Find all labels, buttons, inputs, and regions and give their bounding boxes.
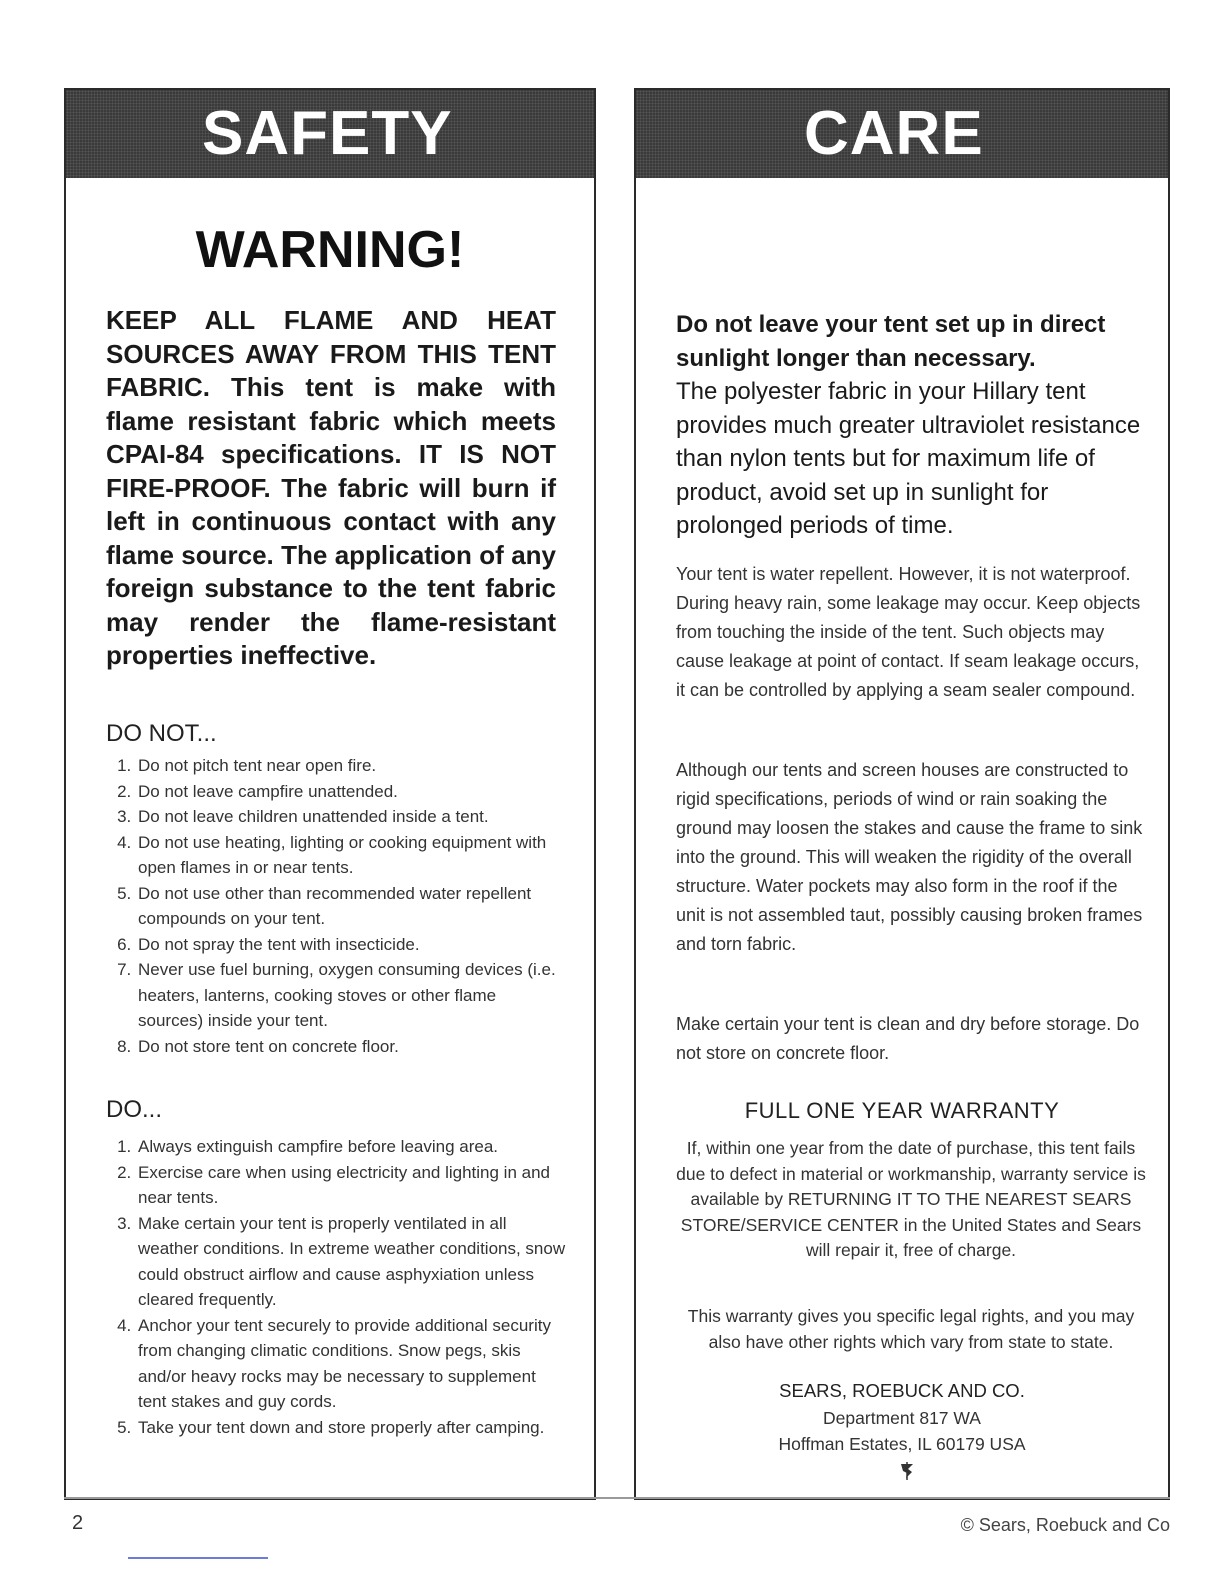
warning-title: WARNING!	[195, 221, 465, 279]
care-header-bar	[636, 90, 1168, 178]
safety-header-bar	[66, 90, 594, 178]
list-item: 3. Do not leave children unattended inside a tent.	[136, 804, 566, 830]
do-heading: DO...	[106, 1096, 163, 1123]
do-list	[106, 1134, 566, 1440]
care-paragraph-storage: Make certain your tent is clean and dry before storage. Do not store on concrete floor.	[676, 1014, 1140, 1063]
do-not-list	[106, 753, 566, 1059]
list-item: 2. Do not leave campfire unattended.	[136, 779, 566, 805]
list-item: 5. Do not use other than recommended water repellent compounds on your tent.	[136, 881, 566, 932]
company-name: SEARS, ROEBUCK AND CO.	[779, 1380, 1025, 1401]
do-not-heading: DO NOT...	[106, 720, 217, 747]
warning-text: KEEP ALL FLAME AND HEAT SOURCES AWAY FROM THIS TENT FABRIC. This tent is make with flame resistant fabric which meets CPAI-84 specifications. IT IS NOT FIRE-PROOF. The fabric will burn if left in continuous contact with any flame source. The application of any foreign substance to the tent fabric may render the flame-resistant properties ineffective.	[106, 305, 556, 670]
warranty-rights-text: This warranty gives you specific legal rights, and you may also have other rights which vary from state to state.	[687, 1306, 1135, 1352]
copyright: © Sears, Roebuck and Co	[960, 1515, 1170, 1535]
warranty-text: If, within one year from the date of purchase, this tent fails due to defect in material or workmanship, warranty service is available by RETURNING IT TO THE NEAREST SEARS STORE/SERVICE CENTER in the United States and Sears will repair it, free of charge.	[676, 1138, 1146, 1260]
address-line-1: Department 817 WA	[823, 1408, 981, 1428]
safety-header: SAFETY	[202, 99, 453, 168]
list-item: 4. Anchor your tent securely to provide additional security from changing climatic conditions. Snow pegs, skis and/or heavy rocks may be necessary to supplement tent stakes and guy cords.	[136, 1313, 566, 1415]
safety-panel	[64, 88, 596, 1500]
list-item: 7. Never use fuel burning, oxygen consuming devices (i.e. heaters, lanterns, cooking stoves or other flame sources) inside your tent.	[136, 957, 566, 1034]
care-header: CARE	[804, 99, 984, 168]
list-item: 5. Take your tent down and store properly after camping.	[136, 1415, 566, 1441]
list-item: 6. Do not spray the tent with insecticide.	[136, 932, 566, 958]
list-item: 8. Do not store tent on concrete floor.	[136, 1034, 566, 1060]
page-number: 2	[72, 1512, 84, 1534]
warranty-title: FULL ONE YEAR WARRANTY	[744, 1098, 1060, 1123]
list-item: 4. Do not use heating, lighting or cooking equipment with open flames in or near tents.	[136, 830, 566, 881]
care-lead-text: The polyester fabric in your Hillary tent provides much greater ultraviolet resistance than nylon tents but for maximum life of product, avoid set up in sunlight for prolonged periods of time.	[676, 378, 1141, 539]
list-item: 1. Always extinguish campfire before leaving area.	[136, 1134, 566, 1160]
care-lead	[676, 308, 1146, 543]
list-item: 3. Make certain your tent is properly ventilated in all weather conditions. In extreme weather conditions, snow could obstruct airflow and cause asphyxiation unless cleared frequently.	[136, 1211, 566, 1313]
link-underline	[128, 1557, 268, 1559]
care-panel	[634, 88, 1170, 1500]
list-item: 1. Do not pitch tent near open fire.	[136, 753, 566, 779]
bottom-rule	[64, 1497, 1170, 1499]
sears-mark-icon	[898, 1460, 916, 1482]
address-line-2: Hoffman Estates, IL 60179 USA	[778, 1434, 1026, 1454]
care-paragraph-water: Your tent is water repellent. However, it is not waterproof. During heavy rain, some leakage may occur. Keep objects from touching the inside of the tent. Such objects may cause leakage at point of contact. If seam leakage occurs, it can be controlled by applying a seam sealer compound.	[676, 564, 1141, 700]
list-item: 2. Exercise care when using electricity and lighting in and near tents.	[136, 1160, 566, 1211]
care-lead-bold: Do not leave your tent set up in direct sunlight longer than necessary.	[676, 311, 1106, 372]
care-paragraph-wind: Although our tents and screen houses are constructed to rigid specifications, periods of wind or rain soaking the ground may loosen the stakes and cause the frame to sink into the ground. This will weaken the rigidity of the overall structure. Water pockets may also form in the roof if the unit is not assembled taut, possibly causing broken frames and torn fabric.	[676, 760, 1143, 954]
